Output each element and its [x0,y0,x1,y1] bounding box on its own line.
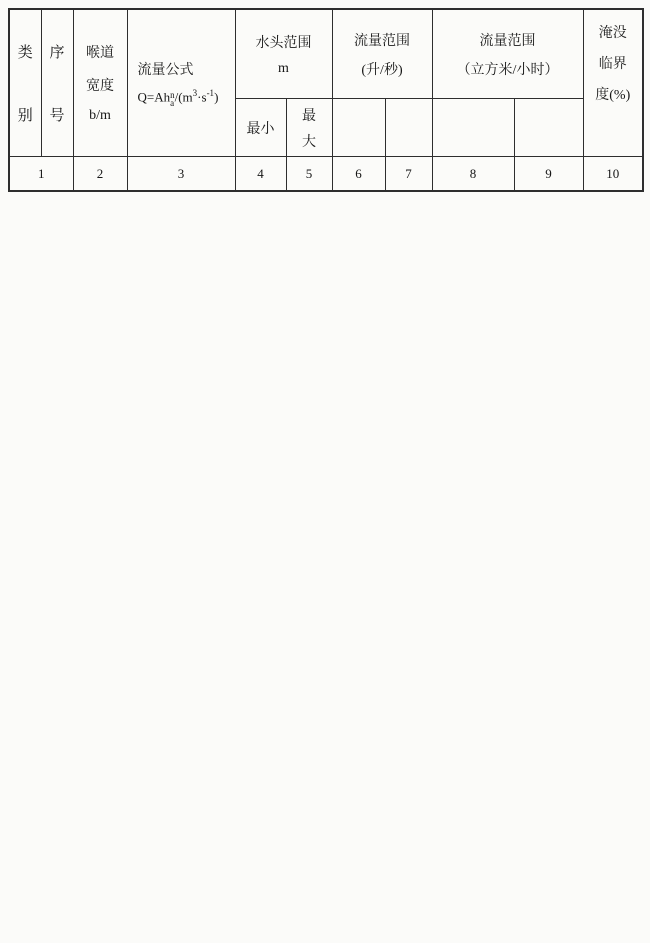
column-number: 2 [73,157,127,192]
header-serial-char: 号 [49,108,65,124]
header-submergence-limit: 淹没 临界 度(%) [583,9,643,157]
column-number: 6 [332,157,385,192]
header-empty-subcell [385,99,432,157]
header-empty-subcell [514,99,583,157]
header-throat-line: 宽度 [86,79,114,94]
header-throat-line: b/m [89,108,111,123]
header-serial-char: 序 [49,45,65,61]
column-number: 7 [385,157,432,192]
parshall-flume-spec-table [8,8,644,192]
column-number: 8 [432,157,514,192]
header-flow-range-m3h: 流量范围 （立方米/小时） [432,9,583,99]
header-category [9,9,41,157]
header-empty-subcell [332,99,385,157]
column-number: 10 [583,157,643,192]
header-throat-width [73,9,127,157]
column-number-row [9,157,643,192]
formula-title: 流量公式 [137,62,194,78]
header-head-range: 水头范围 m [235,9,332,99]
header-throat-line: 喉道 [86,46,114,61]
column-number: 1 [9,157,73,192]
header-row-1 [9,9,643,99]
column-number: 5 [286,157,332,192]
header-empty-subcell [432,99,514,157]
header-serial-number [41,9,73,157]
column-number: 9 [514,157,583,192]
header-flow-range-lps: 流量范围 (升/秒) [332,9,432,99]
column-number: 3 [127,157,235,192]
column-number: 4 [235,157,286,192]
header-max: 最 大 [286,99,332,157]
header-flow-formula [127,9,235,157]
header-category-char: 别 [17,108,33,124]
header-min: 最小 [235,99,286,157]
formula-expression: Q=Ah n a $/(m^3\cdot s^{-1})$ [137,87,219,109]
header-category-char: 类 [17,45,33,61]
